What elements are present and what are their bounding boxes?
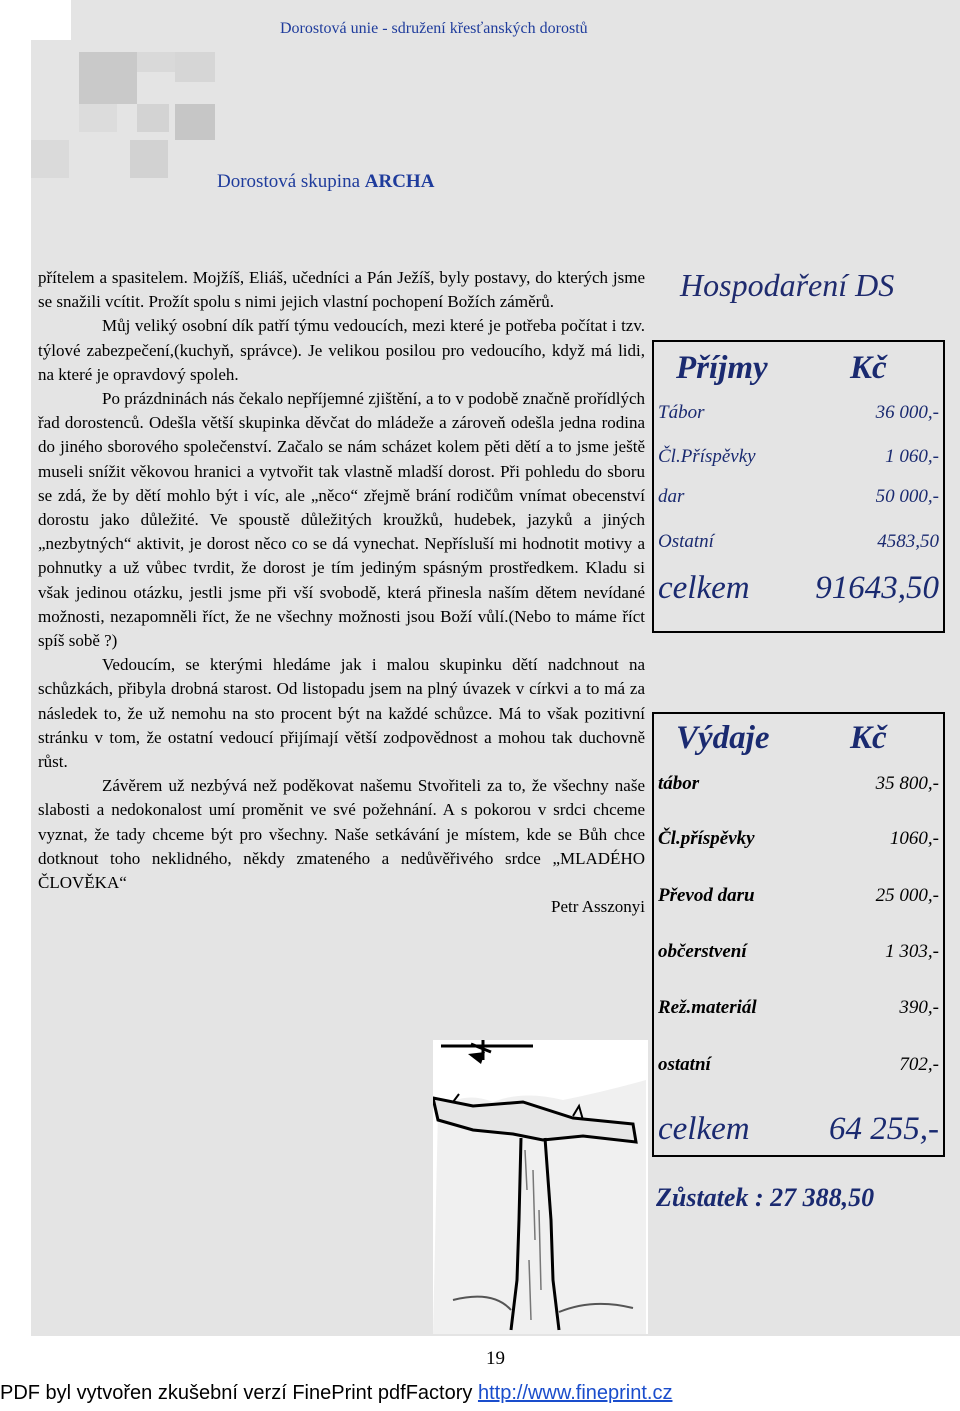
- footer-link[interactable]: http://www.fineprint.cz: [477, 1382, 673, 1404]
- expense-currency: Kč: [850, 720, 887, 756]
- page-number: 19: [486, 1348, 505, 1369]
- group-name: ARCHA: [364, 171, 435, 192]
- cross-sketch-image: [433, 1040, 648, 1334]
- article-paragraph: Můj veliký osobní dík patří týmu vedoucích, mezi které je potřeba počítat i tzv. týlové zabezpečení,(kuchyň, správce). Je velikou posilou pro vedoucího, když má lidi, na které je opravdový spoleh.: [38, 316, 645, 384]
- expense-row: občerstvení 1 303,-: [658, 941, 939, 962]
- article-paragraph: přítelem a spasitelem. Mojžíš, Eliáš, učedníci a Pán Ježíš, byly postavy, do kterých jsme se snažili vcítit. Prožít spolu s nimi jejich vlastní pochopení Božích záměrů.: [38, 268, 645, 312]
- expense-row: Čl.příspěvky 1060,-: [658, 828, 939, 849]
- article-signature: Petr Asszonyi: [551, 897, 645, 917]
- income-heading: Příjmy: [676, 350, 768, 386]
- article-paragraph: Po prázdninách nás čekalo nepříjemné zjištění, a to v podobě značně prořídlých řad dorostenců. Odešla větší skupinka děvčat do mládeže a zároveň odešla jedna rodina do jiného sborového společenství. Začalo se nám scházet kolem pěti dětí a to jsme ještě museli snížit věkovou hranici a vytvořit tak vlastně mladší dorost. Při pohledu do sboru se zdá, že by dětí mohlo být i víc, ale „něco“ zřejmě brání rodičům vnímat obecenství dorostu jako důležité. Ve spoustě důležitých kroužků, hudebek, jazyků a jiných „nezbytných“ aktivit, je dorost něco co se dá vynechat. Nepřísluší mi hodnotit motivy a pohnutky a už vůbec tvrdit, že dorost je tím jediným spásným prostředkem. Kladu si však jedinou otázku, jestli jsme při vší svobodě, která přinesla naším dětem nevídané možnosti, nezapomněli říct, že ne všechny možnosti jsou Boží vůlí.(Nebo to máme říct spíš sobě ?): [38, 389, 645, 651]
- income-table: Příjmy Kč Tábor 36 000,- Čl.Příspěvky 1 060,- dar 50 000,- Ostatní 4583,50 celkem 91643,50: [652, 340, 945, 633]
- article-paragraph: Vedoucím, se kterými hledáme jak i malou skupinku dětí nadchnout na schůzkách, přibyla drobná starost. Od listopadu jsem na plný úvazek v církvi a to má za následek to, že už nemohu na sto procent být na každé schůzce. Má to však pozitivní stránku v tom, že ostatní vedoucí přijímají větší zodpovědnost a mohou tak duchovně růst.: [38, 655, 645, 772]
- income-row: dar 50 000,-: [658, 486, 939, 507]
- expense-row: Rež.materiál 390,-: [658, 997, 939, 1018]
- finance-title: Hospodaření DS: [680, 267, 895, 303]
- header-org-title: Dorostová unie - sdružení křesťanských dorostů: [280, 20, 588, 37]
- balance: Zůstatek : 27 388,50: [656, 1183, 875, 1212]
- income-row: Tábor 36 000,-: [658, 402, 939, 423]
- article-paragraph: Závěrem už nezbývá než poděkovat našemu Stvořiteli za to, že všechny naše slabosti a nedokonalost umí proměnit ve své požehnání. A s pokorou v srdci chceme vyznat, že tady chceme být pro všechny. Naše setkávání je místem, kde se Bůh chce dotknout toho neklidného, někdy zmateného a nedůvěřivého srdce „MLADÉHO ČLOVĚKA“: [38, 776, 645, 893]
- expense-table: Výdaje Kč tábor 35 800,- Čl.příspěvky 1060,- Převod daru 25 000,- občerstvení 1 303,- Rež.materiál 390,- ostatní 702,- celkem 64 255,-: [652, 712, 945, 1157]
- expense-row: tábor 35 800,-: [658, 773, 939, 794]
- expense-row: Převod daru 25 000,-: [658, 885, 939, 906]
- expense-row: ostatní 702,-: [658, 1054, 939, 1075]
- expense-heading: Výdaje: [676, 720, 770, 756]
- article-body: [38, 266, 645, 919]
- income-currency: Kč: [850, 350, 887, 386]
- footer-note: PDF byl vytvořen zkušební verzí FinePrint pdfFactory http://www.fineprint.cz: [0, 1382, 673, 1404]
- group-title: Dorostová skupina ARCHA: [217, 171, 435, 192]
- income-row: Čl.Příspěvky 1 060,-: [658, 446, 939, 467]
- income-row: Ostatní 4583,50: [658, 531, 939, 552]
